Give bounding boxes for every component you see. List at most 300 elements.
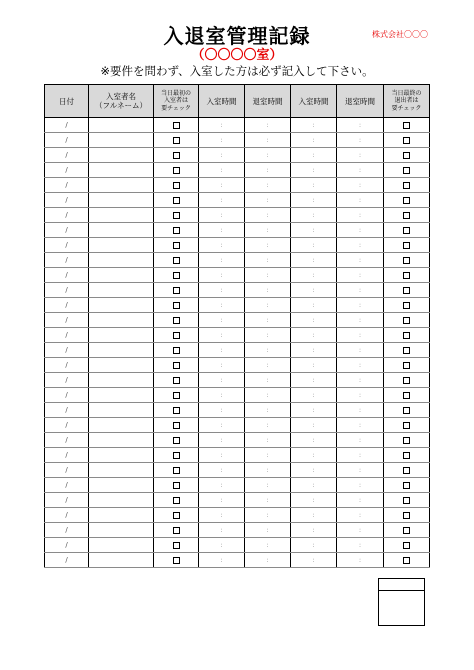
entry-time-1-cell[interactable]: : — [199, 298, 245, 313]
entry-time-1-cell[interactable]: : — [199, 463, 245, 478]
exit-time-1-cell[interactable]: : — [245, 133, 291, 148]
checkbox[interactable] — [403, 557, 410, 564]
entry-time-2-cell[interactable]: : — [291, 268, 337, 283]
exit-time-2-cell[interactable]: : — [337, 163, 384, 178]
checkbox[interactable] — [173, 512, 180, 519]
name-cell[interactable] — [89, 373, 154, 388]
checkbox[interactable] — [173, 257, 180, 264]
checkbox[interactable] — [173, 182, 180, 189]
name-cell[interactable] — [89, 388, 154, 403]
entry-time-2-cell[interactable]: : — [291, 358, 337, 373]
entry-time-1-cell[interactable]: : — [199, 448, 245, 463]
exit-time-2-cell[interactable]: : — [337, 433, 384, 448]
first-entry-checkbox-cell[interactable] — [154, 463, 199, 478]
checkbox[interactable] — [173, 542, 180, 549]
name-cell[interactable] — [89, 253, 154, 268]
first-entry-checkbox-cell[interactable] — [154, 508, 199, 523]
date-cell[interactable]: / — [45, 208, 89, 223]
entry-time-1-cell[interactable]: : — [199, 208, 245, 223]
checkbox[interactable] — [403, 182, 410, 189]
checkbox[interactable] — [403, 422, 410, 429]
last-exit-checkbox-cell[interactable] — [384, 523, 430, 538]
checkbox[interactable] — [403, 227, 410, 234]
checkbox[interactable] — [173, 362, 180, 369]
checkbox[interactable] — [173, 347, 180, 354]
checkbox[interactable] — [403, 437, 410, 444]
last-exit-checkbox-cell[interactable] — [384, 313, 430, 328]
last-exit-checkbox-cell[interactable] — [384, 238, 430, 253]
last-exit-checkbox-cell[interactable] — [384, 328, 430, 343]
first-entry-checkbox-cell[interactable] — [154, 238, 199, 253]
first-entry-checkbox-cell[interactable] — [154, 373, 199, 388]
entry-time-2-cell[interactable]: : — [291, 313, 337, 328]
first-entry-checkbox-cell[interactable] — [154, 328, 199, 343]
checkbox[interactable] — [173, 377, 180, 384]
entry-time-1-cell[interactable]: : — [199, 358, 245, 373]
last-exit-checkbox-cell[interactable] — [384, 418, 430, 433]
checkbox[interactable] — [173, 212, 180, 219]
exit-time-1-cell[interactable]: : — [245, 253, 291, 268]
entry-time-2-cell[interactable]: : — [291, 253, 337, 268]
checkbox[interactable] — [173, 527, 180, 534]
entry-time-2-cell[interactable]: : — [291, 133, 337, 148]
checkbox[interactable] — [173, 557, 180, 564]
first-entry-checkbox-cell[interactable] — [154, 223, 199, 238]
date-cell[interactable]: / — [45, 403, 89, 418]
exit-time-1-cell[interactable]: : — [245, 298, 291, 313]
checkbox[interactable] — [403, 317, 410, 324]
exit-time-1-cell[interactable]: : — [245, 193, 291, 208]
entry-time-2-cell[interactable]: : — [291, 523, 337, 538]
exit-time-1-cell[interactable]: : — [245, 313, 291, 328]
entry-time-1-cell[interactable]: : — [199, 223, 245, 238]
checkbox[interactable] — [403, 527, 410, 534]
date-cell[interactable]: / — [45, 343, 89, 358]
date-cell[interactable]: / — [45, 268, 89, 283]
entry-time-1-cell[interactable]: : — [199, 163, 245, 178]
exit-time-1-cell[interactable]: : — [245, 343, 291, 358]
exit-time-1-cell[interactable]: : — [245, 448, 291, 463]
checkbox[interactable] — [173, 392, 180, 399]
entry-time-1-cell[interactable]: : — [199, 193, 245, 208]
entry-time-2-cell[interactable]: : — [291, 448, 337, 463]
name-cell[interactable] — [89, 328, 154, 343]
exit-time-2-cell[interactable]: : — [337, 418, 384, 433]
first-entry-checkbox-cell[interactable] — [154, 388, 199, 403]
entry-time-2-cell[interactable]: : — [291, 478, 337, 493]
exit-time-2-cell[interactable]: : — [337, 253, 384, 268]
checkbox[interactable] — [173, 422, 180, 429]
exit-time-2-cell[interactable]: : — [337, 493, 384, 508]
last-exit-checkbox-cell[interactable] — [384, 343, 430, 358]
checkbox[interactable] — [173, 317, 180, 324]
checkbox[interactable] — [173, 482, 180, 489]
last-exit-checkbox-cell[interactable] — [384, 478, 430, 493]
checkbox[interactable] — [403, 302, 410, 309]
first-entry-checkbox-cell[interactable] — [154, 523, 199, 538]
entry-time-1-cell[interactable]: : — [199, 478, 245, 493]
entry-time-2-cell[interactable]: : — [291, 328, 337, 343]
entry-time-2-cell[interactable]: : — [291, 493, 337, 508]
name-cell[interactable] — [89, 223, 154, 238]
date-cell[interactable]: / — [45, 178, 89, 193]
exit-time-1-cell[interactable]: : — [245, 283, 291, 298]
entry-time-2-cell[interactable]: : — [291, 208, 337, 223]
checkbox[interactable] — [173, 242, 180, 249]
last-exit-checkbox-cell[interactable] — [384, 208, 430, 223]
name-cell[interactable] — [89, 418, 154, 433]
last-exit-checkbox-cell[interactable] — [384, 403, 430, 418]
entry-time-1-cell[interactable]: : — [199, 418, 245, 433]
exit-time-2-cell[interactable]: : — [337, 523, 384, 538]
exit-time-2-cell[interactable]: : — [337, 343, 384, 358]
last-exit-checkbox-cell[interactable] — [384, 178, 430, 193]
date-cell[interactable]: / — [45, 538, 89, 553]
checkbox[interactable] — [403, 152, 410, 159]
exit-time-2-cell[interactable]: : — [337, 463, 384, 478]
date-cell[interactable]: / — [45, 298, 89, 313]
name-cell[interactable] — [89, 148, 154, 163]
checkbox[interactable] — [403, 167, 410, 174]
name-cell[interactable] — [89, 238, 154, 253]
name-cell[interactable] — [89, 193, 154, 208]
date-cell[interactable]: / — [45, 328, 89, 343]
exit-time-1-cell[interactable]: : — [245, 523, 291, 538]
exit-time-2-cell[interactable]: : — [337, 478, 384, 493]
last-exit-checkbox-cell[interactable] — [384, 388, 430, 403]
exit-time-2-cell[interactable]: : — [337, 118, 384, 133]
first-entry-checkbox-cell[interactable] — [154, 283, 199, 298]
entry-time-1-cell[interactable]: : — [199, 403, 245, 418]
first-entry-checkbox-cell[interactable] — [154, 478, 199, 493]
first-entry-checkbox-cell[interactable] — [154, 358, 199, 373]
checkbox[interactable] — [173, 407, 180, 414]
name-cell[interactable] — [89, 538, 154, 553]
last-exit-checkbox-cell[interactable] — [384, 433, 430, 448]
checkbox[interactable] — [403, 482, 410, 489]
entry-time-1-cell[interactable]: : — [199, 343, 245, 358]
entry-time-2-cell[interactable]: : — [291, 403, 337, 418]
exit-time-2-cell[interactable]: : — [337, 553, 384, 568]
checkbox[interactable] — [173, 467, 180, 474]
checkbox[interactable] — [403, 467, 410, 474]
entry-time-1-cell[interactable]: : — [199, 178, 245, 193]
exit-time-1-cell[interactable]: : — [245, 478, 291, 493]
last-exit-checkbox-cell[interactable] — [384, 118, 430, 133]
last-exit-checkbox-cell[interactable] — [384, 193, 430, 208]
checkbox[interactable] — [403, 137, 410, 144]
entry-time-1-cell[interactable]: : — [199, 388, 245, 403]
date-cell[interactable]: / — [45, 448, 89, 463]
first-entry-checkbox-cell[interactable] — [154, 178, 199, 193]
date-cell[interactable]: / — [45, 373, 89, 388]
first-entry-checkbox-cell[interactable] — [154, 193, 199, 208]
date-cell[interactable]: / — [45, 283, 89, 298]
checkbox[interactable] — [403, 197, 410, 204]
entry-time-2-cell[interactable]: : — [291, 163, 337, 178]
exit-time-1-cell[interactable]: : — [245, 148, 291, 163]
entry-time-2-cell[interactable]: : — [291, 373, 337, 388]
entry-time-1-cell[interactable]: : — [199, 313, 245, 328]
entry-time-1-cell[interactable]: : — [199, 553, 245, 568]
exit-time-2-cell[interactable]: : — [337, 148, 384, 163]
entry-time-2-cell[interactable]: : — [291, 538, 337, 553]
entry-time-2-cell[interactable]: : — [291, 463, 337, 478]
exit-time-1-cell[interactable]: : — [245, 463, 291, 478]
exit-time-2-cell[interactable]: : — [337, 298, 384, 313]
entry-time-1-cell[interactable]: : — [199, 508, 245, 523]
checkbox[interactable] — [403, 407, 410, 414]
checkbox[interactable] — [403, 497, 410, 504]
checkbox[interactable] — [173, 272, 180, 279]
entry-time-2-cell[interactable]: : — [291, 283, 337, 298]
date-cell[interactable]: / — [45, 148, 89, 163]
date-cell[interactable]: / — [45, 433, 89, 448]
date-cell[interactable]: / — [45, 358, 89, 373]
exit-time-2-cell[interactable]: : — [337, 448, 384, 463]
name-cell[interactable] — [89, 178, 154, 193]
date-cell[interactable]: / — [45, 553, 89, 568]
exit-time-2-cell[interactable]: : — [337, 373, 384, 388]
entry-time-2-cell[interactable]: : — [291, 418, 337, 433]
last-exit-checkbox-cell[interactable] — [384, 463, 430, 478]
exit-time-1-cell[interactable]: : — [245, 118, 291, 133]
exit-time-1-cell[interactable]: : — [245, 388, 291, 403]
checkbox[interactable] — [173, 122, 180, 129]
entry-time-2-cell[interactable]: : — [291, 508, 337, 523]
checkbox[interactable] — [403, 242, 410, 249]
checkbox[interactable] — [403, 122, 410, 129]
name-cell[interactable] — [89, 523, 154, 538]
last-exit-checkbox-cell[interactable] — [384, 253, 430, 268]
checkbox[interactable] — [403, 332, 410, 339]
checkbox[interactable] — [173, 332, 180, 339]
date-cell[interactable]: / — [45, 523, 89, 538]
name-cell[interactable] — [89, 313, 154, 328]
exit-time-2-cell[interactable]: : — [337, 358, 384, 373]
name-cell[interactable] — [89, 433, 154, 448]
entry-time-2-cell[interactable]: : — [291, 118, 337, 133]
name-cell[interactable] — [89, 358, 154, 373]
first-entry-checkbox-cell[interactable] — [154, 433, 199, 448]
exit-time-1-cell[interactable]: : — [245, 358, 291, 373]
name-cell[interactable] — [89, 463, 154, 478]
entry-time-2-cell[interactable]: : — [291, 433, 337, 448]
first-entry-checkbox-cell[interactable] — [154, 538, 199, 553]
date-cell[interactable]: / — [45, 133, 89, 148]
last-exit-checkbox-cell[interactable] — [384, 298, 430, 313]
entry-time-2-cell[interactable]: : — [291, 193, 337, 208]
exit-time-2-cell[interactable]: : — [337, 403, 384, 418]
exit-time-1-cell[interactable]: : — [245, 223, 291, 238]
exit-time-2-cell[interactable]: : — [337, 223, 384, 238]
checkbox[interactable] — [173, 302, 180, 309]
entry-time-1-cell[interactable]: : — [199, 523, 245, 538]
checkbox[interactable] — [173, 287, 180, 294]
checkbox[interactable] — [173, 437, 180, 444]
first-entry-checkbox-cell[interactable] — [154, 253, 199, 268]
last-exit-checkbox-cell[interactable] — [384, 148, 430, 163]
exit-time-1-cell[interactable]: : — [245, 328, 291, 343]
first-entry-checkbox-cell[interactable] — [154, 418, 199, 433]
checkbox[interactable] — [403, 512, 410, 519]
name-cell[interactable] — [89, 298, 154, 313]
first-entry-checkbox-cell[interactable] — [154, 133, 199, 148]
last-exit-checkbox-cell[interactable] — [384, 133, 430, 148]
date-cell[interactable]: / — [45, 223, 89, 238]
last-exit-checkbox-cell[interactable] — [384, 358, 430, 373]
date-cell[interactable]: / — [45, 463, 89, 478]
exit-time-1-cell[interactable]: : — [245, 208, 291, 223]
checkbox[interactable] — [403, 212, 410, 219]
exit-time-1-cell[interactable]: : — [245, 268, 291, 283]
exit-time-2-cell[interactable]: : — [337, 328, 384, 343]
exit-time-1-cell[interactable]: : — [245, 178, 291, 193]
checkbox[interactable] — [173, 152, 180, 159]
last-exit-checkbox-cell[interactable] — [384, 373, 430, 388]
entry-time-1-cell[interactable]: : — [199, 493, 245, 508]
first-entry-checkbox-cell[interactable] — [154, 403, 199, 418]
exit-time-2-cell[interactable]: : — [337, 178, 384, 193]
name-cell[interactable] — [89, 448, 154, 463]
checkbox[interactable] — [173, 137, 180, 144]
checkbox[interactable] — [403, 377, 410, 384]
exit-time-1-cell[interactable]: : — [245, 418, 291, 433]
first-entry-checkbox-cell[interactable] — [154, 208, 199, 223]
last-exit-checkbox-cell[interactable] — [384, 283, 430, 298]
entry-time-1-cell[interactable]: : — [199, 253, 245, 268]
last-exit-checkbox-cell[interactable] — [384, 223, 430, 238]
checkbox[interactable] — [173, 167, 180, 174]
last-exit-checkbox-cell[interactable] — [384, 448, 430, 463]
entry-time-2-cell[interactable]: : — [291, 343, 337, 358]
last-exit-checkbox-cell[interactable] — [384, 538, 430, 553]
first-entry-checkbox-cell[interactable] — [154, 148, 199, 163]
checkbox[interactable] — [403, 392, 410, 399]
first-entry-checkbox-cell[interactable] — [154, 163, 199, 178]
date-cell[interactable]: / — [45, 193, 89, 208]
name-cell[interactable] — [89, 268, 154, 283]
exit-time-1-cell[interactable]: : — [245, 163, 291, 178]
date-cell[interactable]: / — [45, 163, 89, 178]
entry-time-1-cell[interactable]: : — [199, 328, 245, 343]
date-cell[interactable]: / — [45, 253, 89, 268]
name-cell[interactable] — [89, 553, 154, 568]
date-cell[interactable]: / — [45, 388, 89, 403]
last-exit-checkbox-cell[interactable] — [384, 163, 430, 178]
exit-time-2-cell[interactable]: : — [337, 133, 384, 148]
name-cell[interactable] — [89, 133, 154, 148]
exit-time-2-cell[interactable]: : — [337, 283, 384, 298]
checkbox[interactable] — [403, 257, 410, 264]
entry-time-1-cell[interactable]: : — [199, 268, 245, 283]
date-cell[interactable]: / — [45, 238, 89, 253]
first-entry-checkbox-cell[interactable] — [154, 313, 199, 328]
exit-time-1-cell[interactable]: : — [245, 508, 291, 523]
exit-time-2-cell[interactable]: : — [337, 313, 384, 328]
name-cell[interactable] — [89, 493, 154, 508]
entry-time-1-cell[interactable]: : — [199, 433, 245, 448]
exit-time-1-cell[interactable]: : — [245, 403, 291, 418]
date-cell[interactable]: / — [45, 508, 89, 523]
last-exit-checkbox-cell[interactable] — [384, 268, 430, 283]
exit-time-1-cell[interactable]: : — [245, 493, 291, 508]
exit-time-2-cell[interactable]: : — [337, 538, 384, 553]
exit-time-2-cell[interactable]: : — [337, 238, 384, 253]
exit-time-1-cell[interactable]: : — [245, 373, 291, 388]
checkbox[interactable] — [173, 497, 180, 504]
name-cell[interactable] — [89, 283, 154, 298]
last-exit-checkbox-cell[interactable] — [384, 553, 430, 568]
name-cell[interactable] — [89, 508, 154, 523]
first-entry-checkbox-cell[interactable] — [154, 343, 199, 358]
entry-time-1-cell[interactable]: : — [199, 148, 245, 163]
checkbox[interactable] — [173, 227, 180, 234]
first-entry-checkbox-cell[interactable] — [154, 298, 199, 313]
entry-time-2-cell[interactable]: : — [291, 148, 337, 163]
entry-time-1-cell[interactable]: : — [199, 118, 245, 133]
checkbox[interactable] — [403, 542, 410, 549]
name-cell[interactable] — [89, 403, 154, 418]
first-entry-checkbox-cell[interactable] — [154, 268, 199, 283]
entry-time-2-cell[interactable]: : — [291, 298, 337, 313]
entry-time-2-cell[interactable]: : — [291, 238, 337, 253]
exit-time-2-cell[interactable]: : — [337, 208, 384, 223]
entry-time-1-cell[interactable]: : — [199, 238, 245, 253]
first-entry-checkbox-cell[interactable] — [154, 118, 199, 133]
date-cell[interactable]: / — [45, 118, 89, 133]
entry-time-1-cell[interactable]: : — [199, 373, 245, 388]
checkbox[interactable] — [403, 362, 410, 369]
entry-time-2-cell[interactable]: : — [291, 388, 337, 403]
last-exit-checkbox-cell[interactable] — [384, 508, 430, 523]
date-cell[interactable]: / — [45, 313, 89, 328]
entry-time-1-cell[interactable]: : — [199, 283, 245, 298]
checkbox[interactable] — [403, 287, 410, 294]
entry-time-2-cell[interactable]: : — [291, 553, 337, 568]
date-cell[interactable]: / — [45, 493, 89, 508]
first-entry-checkbox-cell[interactable] — [154, 553, 199, 568]
name-cell[interactable] — [89, 478, 154, 493]
entry-time-1-cell[interactable]: : — [199, 133, 245, 148]
first-entry-checkbox-cell[interactable] — [154, 493, 199, 508]
checkbox[interactable] — [403, 347, 410, 354]
exit-time-2-cell[interactable]: : — [337, 268, 384, 283]
name-cell[interactable] — [89, 343, 154, 358]
exit-time-2-cell[interactable]: : — [337, 193, 384, 208]
exit-time-1-cell[interactable]: : — [245, 538, 291, 553]
exit-time-1-cell[interactable]: : — [245, 238, 291, 253]
name-cell[interactable] — [89, 163, 154, 178]
checkbox[interactable] — [173, 197, 180, 204]
exit-time-1-cell[interactable]: : — [245, 433, 291, 448]
exit-time-2-cell[interactable]: : — [337, 508, 384, 523]
first-entry-checkbox-cell[interactable] — [154, 448, 199, 463]
checkbox[interactable] — [403, 452, 410, 459]
exit-time-2-cell[interactable]: : — [337, 388, 384, 403]
last-exit-checkbox-cell[interactable] — [384, 493, 430, 508]
name-cell[interactable] — [89, 208, 154, 223]
checkbox[interactable] — [173, 452, 180, 459]
checkbox[interactable] — [403, 272, 410, 279]
date-cell[interactable]: / — [45, 418, 89, 433]
entry-time-1-cell[interactable]: : — [199, 538, 245, 553]
name-cell[interactable] — [89, 118, 154, 133]
entry-time-2-cell[interactable]: : — [291, 178, 337, 193]
exit-time-1-cell[interactable]: : — [245, 553, 291, 568]
date-cell[interactable]: / — [45, 478, 89, 493]
entry-time-2-cell[interactable]: : — [291, 223, 337, 238]
